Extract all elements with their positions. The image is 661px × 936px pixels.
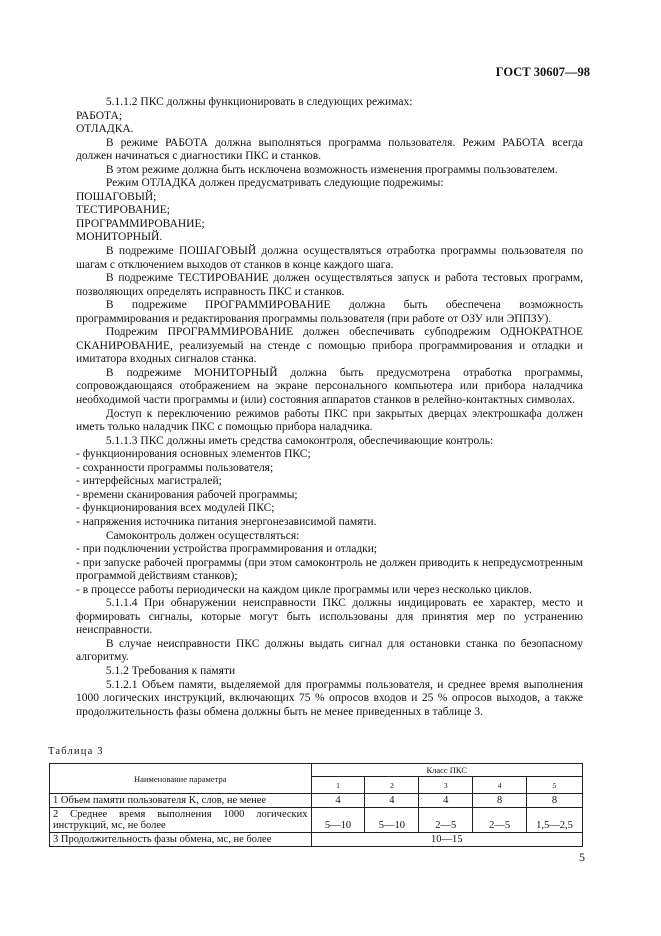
paragraph: - сохранности программы пользователя; [76, 461, 274, 474]
document-header: ГОСТ 30607—98 [495, 65, 590, 79]
class-header: Класс ПКС [311, 764, 582, 777]
paragraph: - функционирования всех модулей ПКС; [76, 502, 275, 515]
paragraph: 5.1.1.3 ПКС должны иметь средства самоконтроля, обеспечивающие контроль: [105, 434, 494, 447]
paragraph: ПОШАГОВЫЙ; [76, 190, 157, 203]
paragraph: Подрежим ПРОГРАММИРОВАНИЕ должен обеспечивать субподрежим ОДНОКРАТНОЕ СКАНИРОВАНИЕ, реализуемый на стенде с помощью прибора программирования и отладки и имитатора входных сигналов станка. [76, 326, 583, 366]
param-value: 2—5 [419, 808, 473, 833]
paragraph: ПРОГРАММИРОВАНИЕ; [76, 217, 205, 230]
page-number: 5 [579, 850, 585, 864]
paragraph: В подрежиме ПРОГРАММИРОВАНИЕ должна быть обеспечена возможность программирования и редактирования программы пользователя (при работе от ОЗУ или ЭППЗУ). [76, 299, 583, 325]
param-value: 4 [419, 794, 473, 808]
paragraph: В подрежиме ПОШАГОВЫЙ должна осуществляться отработка программы пользователя по шагам с отключением выходов от станков в конце каждого шага. [76, 245, 583, 271]
table-row [50, 794, 583, 808]
paragraph: Самоконтроль должен осуществляться: [105, 529, 300, 542]
param-value: 5—10 [365, 808, 419, 833]
param-value: 2—5 [473, 808, 527, 833]
param-value: 1,5—2,5 [527, 808, 583, 833]
paragraph: 5.1.1.2 ПКС должны функционировать в следующих режимах: [105, 96, 413, 108]
class-number: 1 [311, 777, 365, 794]
param-value: 4 [365, 794, 419, 808]
paragraph: В подрежиме МОНИТОРНЫЙ должна быть предусмотрена отработка программы, сопровождающаяся отображением на экране персонального компьютера или прибора наладчика необходимой части программы и (или) состояния аппаратов станков в релейно-контактных символах. [76, 366, 583, 407]
param-value: 8 [473, 794, 527, 808]
paragraph: - при подключении устройства программирования и отладки; [76, 543, 378, 556]
paragraph: ТЕСТИРОВАНИЕ; [76, 204, 170, 217]
parameters-table [49, 763, 583, 847]
paragraph: В подрежиме ТЕСТИРОВАНИЕ должен осуществляться запуск и работа тестовых программ, позволяющих определять исправность ПКС и станков. [76, 272, 583, 298]
paragraph: Режим ОТЛАДКА должен предусматривать следующие подрежимы: [105, 177, 444, 190]
paragraph: МОНИТОРНЫЙ. [76, 231, 163, 244]
param-value: 5—10 [311, 808, 365, 833]
paragraph: 5.1.2 Требования к памяти [105, 664, 236, 677]
paragraph: В режиме РАБОТА должна выполняться программа пользователя. Режим РАБОТА всегда должен начинаться с диагностики ПКС и станков. [76, 136, 583, 163]
param-name: 2 Среднее время выполнения 1000 логических инструкций, мс, не более [50, 808, 312, 833]
paragraph: - при запуске рабочей программы (при этом самоконтроль не должен приводить к непредусмотренным программой действиям станков); [76, 556, 583, 583]
param-header: Наименование параметра [50, 764, 312, 794]
param-name: 3 Продолжительность фазы обмена, мс, не более [50, 833, 312, 847]
document-body [76, 96, 583, 719]
param-value-merged: 10—15 [311, 833, 582, 847]
table-row [50, 833, 583, 847]
class-number: 2 [365, 777, 419, 794]
class-number: 4 [473, 777, 527, 794]
param-name: 1 Объем памяти пользователя K, слов, не менее [50, 794, 312, 808]
paragraph: 5.1.1.4 При обнаружении неисправности ПКС должны индицировать ее характер, место и формировать сигналы, которые могут быть использованы для принятия мер по устранению неисправности. [76, 597, 583, 637]
param-value: 8 [527, 794, 583, 808]
paragraph: ОТЛАДКА. [76, 123, 134, 136]
paragraph: РАБОТА; [76, 109, 123, 122]
paragraph: - напряжения источника питания энергонезависимой памяти. [76, 515, 377, 528]
paragraph: В случае неисправности ПКС должны выдать сигнал для остановки станка по безопасному алгоритму. [76, 637, 583, 664]
paragraph: - функционирования основных элементов ПКС; [76, 448, 311, 461]
class-number: 3 [419, 777, 473, 794]
paragraph: 5.1.2.1 Объем памяти, выделяемой для программы пользователя, и среднее время выполнения 1000 логических инструкций, включающих 75 % опросов входов и 25 % опросов выходов, а также продолжительность фазы обмена должны быть не менее приведенных в таблице 3. [76, 678, 583, 718]
paragraph: Доступ к переключению режимов работы ПКС при закрытых дверцах электрошкафа должен иметь только наладчик ПКС с помощью прибора наладчика. [76, 407, 583, 434]
paragraph: - времени сканирования рабочей программы; [76, 488, 298, 501]
paragraph: В этом режиме должна быть исключена возможность изменения программы пользователем. [105, 163, 558, 176]
param-value: 4 [311, 794, 365, 808]
table-caption: Таблица 3 [48, 746, 104, 757]
paragraph: - интерфейсных магистралей; [76, 475, 222, 488]
paragraph: - в процессе работы периодически на каждом цикле программы или через несколько циклов. [76, 583, 532, 596]
class-number: 5 [527, 777, 583, 794]
table-row [50, 808, 583, 833]
